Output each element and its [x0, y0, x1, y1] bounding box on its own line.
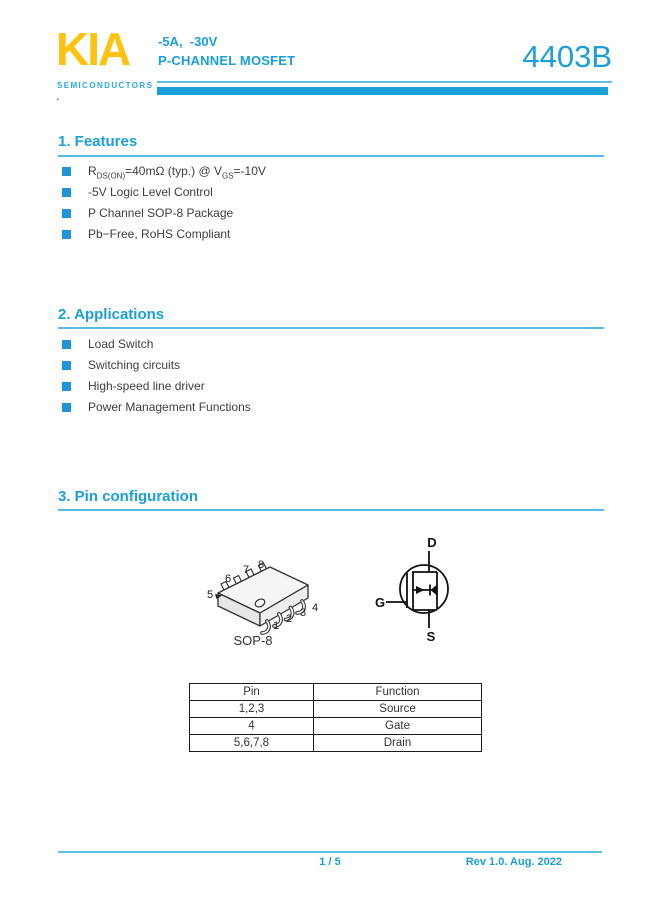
part-number: 4403B — [522, 39, 612, 74]
feature-text — [88, 164, 266, 179]
footer-rule — [58, 851, 602, 853]
pin-number-6: 6 — [224, 573, 232, 585]
bullet-icon — [62, 188, 71, 197]
feature-item — [62, 164, 266, 179]
package-body — [218, 567, 308, 626]
revision-label: Rev 1.0. Aug. 2022 — [465, 856, 562, 868]
rdson-base: R — [88, 164, 97, 178]
feature-text: -5V Logic Level Control — [88, 185, 213, 199]
function-cell: Source — [314, 701, 482, 718]
stray-dot: . — [56, 88, 60, 103]
pin-number-4: 4 — [311, 602, 319, 614]
feature-text: Pb−Free, RoHS Compliant — [88, 227, 231, 241]
application-text: Load Switch — [88, 337, 154, 351]
application-text: Switching circuits — [88, 358, 181, 372]
pin-number-1: 1 — [272, 620, 280, 632]
table-row — [190, 735, 482, 752]
pin-number-7: 7 — [242, 564, 250, 576]
feature-item — [62, 185, 213, 200]
rating-line: -5A, -30V — [158, 34, 218, 49]
pin-cell: 4 — [190, 718, 314, 735]
logo-subtext: SEMICONDUCTORS — [57, 81, 154, 90]
applications-rule — [58, 327, 604, 329]
rdson-sub: DS(ON) — [96, 171, 126, 181]
vgs-sub: GS — [221, 171, 234, 181]
bullet-icon — [62, 340, 71, 349]
drain-label: D — [427, 535, 437, 550]
function-cell: Gate — [314, 718, 482, 735]
pin-configuration-rule — [58, 509, 604, 511]
bullet-icon — [62, 403, 71, 412]
table-row — [190, 718, 482, 735]
function-cell: Drain — [314, 735, 482, 752]
pin-number-3: 3 — [299, 607, 307, 619]
pin-function-table — [189, 683, 482, 752]
table-row — [190, 701, 482, 718]
body-arrow-icon — [416, 586, 425, 594]
page-indicator: 1 / 5 — [319, 856, 341, 868]
header-accent-bar — [157, 87, 608, 95]
feature-text: P Channel SOP-8 Package — [88, 206, 234, 220]
col-header-function: Function — [314, 684, 482, 701]
pin-number-5: 5 — [206, 589, 214, 601]
sop8-package-drawing — [188, 548, 350, 653]
features-title: 1. Features — [58, 133, 138, 150]
col-header-pin: Pin — [190, 684, 314, 701]
applications-title: 2. Applications — [58, 306, 165, 323]
header-thin-rule — [157, 81, 612, 83]
body-diode-icon — [431, 585, 438, 596]
feature-item — [62, 227, 230, 242]
bullet-icon — [62, 230, 71, 239]
application-item — [62, 400, 251, 415]
application-text: Power Management Functions — [88, 400, 251, 414]
pin-number-8: 8 — [257, 559, 265, 571]
features-rule — [58, 155, 604, 157]
application-item — [62, 358, 180, 373]
package-name-label: SOP-8 — [233, 633, 273, 648]
bullet-icon — [62, 167, 71, 176]
pin-cell: 5,6,7,8 — [190, 735, 314, 752]
pin-number-2: 2 — [285, 613, 293, 625]
table-header-row — [190, 684, 482, 701]
vgs-value: =-10V — [233, 164, 266, 178]
pin-configuration-title: 3. Pin configuration — [58, 488, 199, 505]
bullet-icon — [62, 361, 71, 370]
rdson-mid: =40mΩ (typ.) @ V — [125, 164, 222, 178]
gate-label: G — [374, 595, 386, 610]
bullet-icon — [62, 209, 71, 218]
kia-logo: KIA — [56, 23, 130, 75]
product-line: P-CHANNEL MOSFET — [158, 53, 296, 68]
bullet-icon — [62, 382, 71, 391]
application-item — [62, 337, 153, 352]
pin-cell: 1,2,3 — [190, 701, 314, 718]
application-item — [62, 379, 205, 394]
application-text: High-speed line driver — [88, 379, 205, 393]
mosfet-symbol-drawing — [372, 527, 488, 667]
source-label: S — [426, 629, 436, 644]
feature-item — [62, 206, 233, 221]
